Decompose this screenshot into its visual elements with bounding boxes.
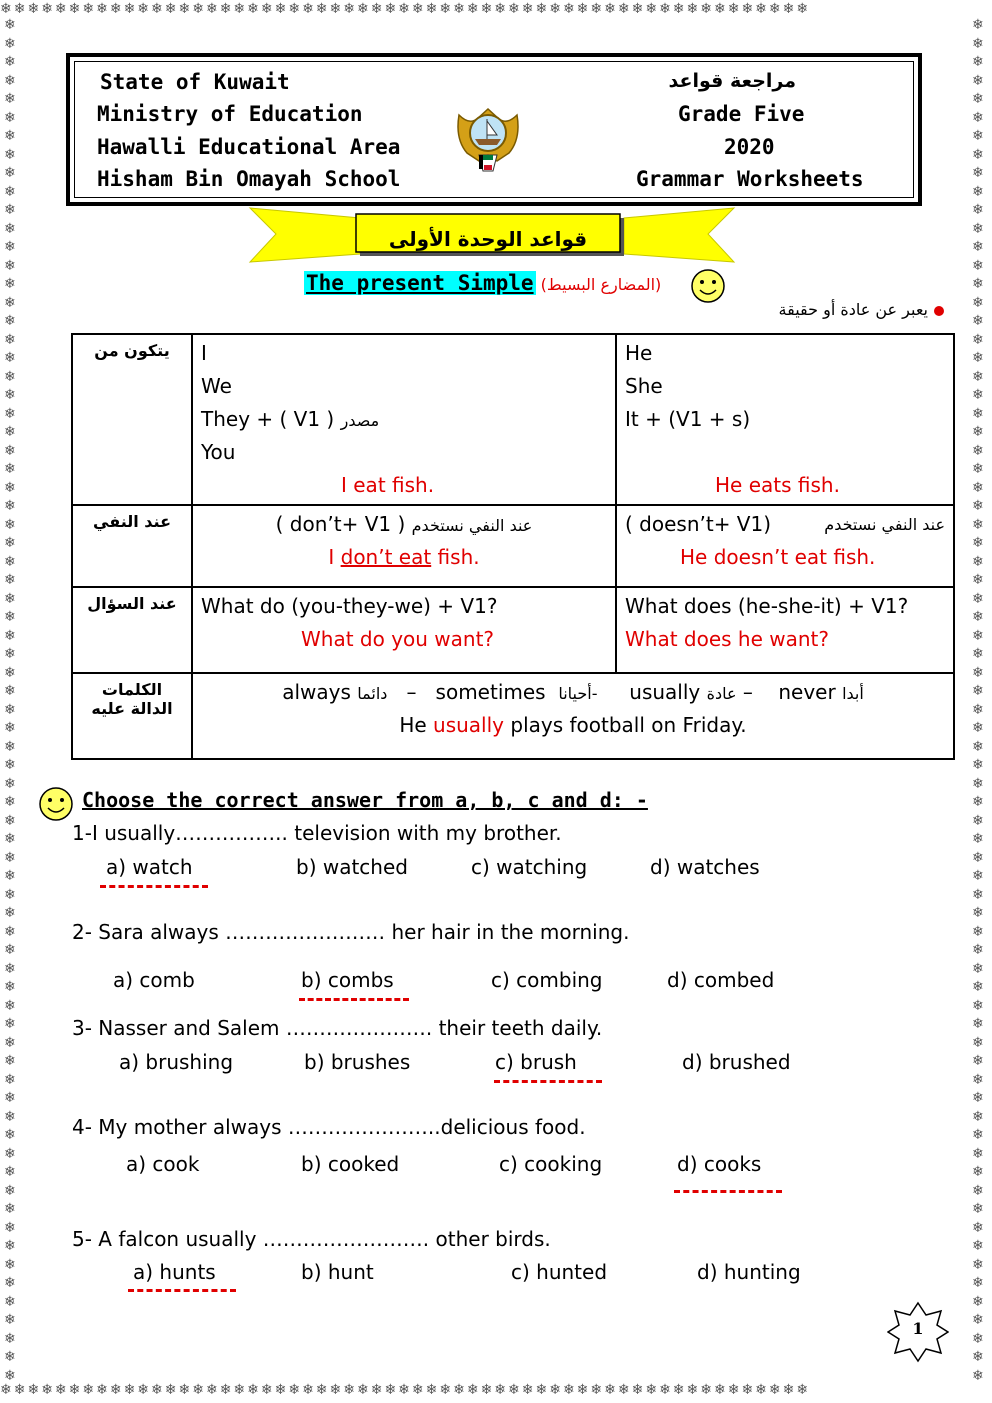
question-3: 3- Nasser and Salem …………………. their teeth daily. (72, 1016, 603, 1040)
kuwait-emblem-icon (453, 95, 523, 173)
bullet-icon (934, 306, 944, 316)
they-formula: They + ( V1 ) (201, 407, 335, 431)
q5-option-b[interactable]: b) hunt (301, 1260, 374, 1284)
page-number: 1 (912, 1319, 924, 1338)
answer-mark-q3 (494, 1080, 602, 1083)
q4-option-d[interactable]: d) cooks (677, 1152, 762, 1176)
signal-example: He usually plays football on Friday. (399, 713, 747, 737)
smiley-icon (690, 268, 726, 304)
q2-option-b[interactable]: b) combs (301, 968, 394, 992)
cell-signal-words (192, 673, 954, 759)
word-always: always (282, 680, 351, 704)
pronoun-he: He (625, 341, 653, 365)
negative-ar-2: عند النفي نستخدم (824, 515, 945, 534)
cell-negative-singular (616, 505, 954, 587)
q1-option-b[interactable]: b) watched (296, 855, 408, 879)
word-never: never (778, 680, 836, 704)
q3-option-a[interactable]: a) brushing (119, 1050, 234, 1074)
page-border-right: ❄❄❄❄❄❄❄❄❄❄❄❄❄❄❄❄❄❄❄❄❄❄❄❄❄❄❄❄❄❄❄❄❄❄❄❄❄❄❄❄❄❄❄❄❄❄❄❄❄❄❄❄❄❄❄❄❄❄❄❄❄❄❄❄❄❄❄❄❄❄❄❄❄❄ (972, 17, 986, 1384)
quiz-title: Choose the correct answer from a, b, c and d: - (82, 788, 648, 812)
q4-option-b[interactable]: b) cooked (301, 1152, 400, 1176)
smiley-icon-quiz (38, 786, 74, 822)
cell-form-singular (616, 334, 954, 505)
answer-mark-q4 (674, 1190, 782, 1193)
example-i-eat: I eat fish. (341, 473, 435, 497)
q2-option-a[interactable]: a) comb (113, 968, 195, 992)
q1-option-d[interactable]: d) watches (650, 855, 760, 879)
negative-form-dont: ( don’t+ V1 ) (275, 512, 406, 536)
q1-option-a[interactable]: a) watch (106, 855, 193, 879)
row-label-form: يتكون من (72, 334, 192, 505)
header-area: Hawalli Educational Area (97, 135, 401, 159)
infinitive-ar: مصدر (340, 411, 380, 430)
pronoun-we: We (201, 374, 232, 398)
cell-form-plural (192, 334, 616, 505)
grammar-table (71, 333, 955, 760)
q1-option-c[interactable]: c) watching (471, 855, 588, 879)
present-simple-arabic: (المضارع البسيط) (540, 275, 662, 294)
negative-ar-1: عند النفي نستخدم (411, 516, 533, 535)
row-label-signal-words: الكلمات الدالة عليه (72, 673, 192, 759)
header-review-ar: مراجعة قواعد (668, 70, 796, 92)
word-sometimes-ar: أحيانا- (558, 684, 598, 703)
word-never-ar: أبدا (842, 684, 864, 703)
answer-mark-q2 (299, 998, 409, 1001)
q5-option-c[interactable]: c) hunted (511, 1260, 608, 1284)
example-he-eats: He eats fish. (715, 473, 840, 497)
negative-form-doesnt: ( doesn’t+ V1) (625, 512, 772, 536)
present-simple-heading (304, 271, 661, 301)
word-usually: usually (629, 680, 701, 704)
unit-title: قواعد الوحدة الأولى (388, 227, 588, 251)
cell-question-singular (616, 587, 954, 673)
table-row-form (72, 334, 954, 505)
q3-option-d[interactable]: d) brushed (682, 1050, 791, 1074)
example-question-does: What does he want? (625, 627, 830, 651)
pronoun-i: I (201, 341, 207, 365)
q5-option-a[interactable]: a) hunts (133, 1260, 216, 1284)
question-4: 4- My mother always …………………..delicious food. (72, 1115, 586, 1139)
table-row-signal-words (72, 673, 954, 759)
q5-option-d[interactable]: d) hunting (697, 1260, 801, 1284)
pronoun-she: She (625, 374, 663, 398)
header-country: State of Kuwait (100, 70, 290, 94)
signal-words-list: always دائما – sometimes أحيانا- usually عادة – never أبدا (282, 680, 864, 704)
q3-option-c[interactable]: c) brush (495, 1050, 577, 1074)
q4-option-a[interactable]: a) cook (126, 1152, 200, 1176)
q2-option-c[interactable]: c) combing (491, 968, 603, 992)
word-sometimes: sometimes (435, 680, 546, 704)
present-simple-title: The present Simple (306, 271, 534, 295)
header-grade: Grade Five (678, 102, 805, 126)
header-year: 2020 (724, 135, 775, 159)
question-5: 5- A falcon usually ……………………. other birds. (72, 1227, 551, 1251)
row-label-negative: عند النفي (72, 505, 192, 587)
word-always-ar: دائما (357, 684, 388, 703)
table-row-negative (72, 505, 954, 587)
page-border-top: ❄❄❄❄❄❄❄❄❄❄❄❄❄❄❄❄❄❄❄❄❄❄❄❄❄❄❄❄❄❄❄❄❄❄❄❄❄❄❄❄❄❄❄❄❄❄❄❄❄❄❄❄❄❄❄❄❄❄❄ (0, 2, 811, 17)
word-usually-ar: عادة (706, 684, 737, 703)
q3-option-b[interactable]: b) brushes (304, 1050, 411, 1074)
it-formula: It + (V1 + s) (625, 407, 751, 431)
question-2: 2- Sara always …………………… her hair in the morning. (72, 920, 630, 944)
cell-question-plural (192, 587, 616, 673)
header-ministry: Ministry of Education (97, 102, 363, 126)
question-1: 1-I usually…………….. television with my brother. (72, 821, 562, 845)
question-form-do: What do (you-they-we) + V1? (201, 594, 498, 618)
pronoun-you: You (201, 440, 236, 464)
header-school: Hisham Bin Omayah School (97, 167, 401, 191)
q2-option-d[interactable]: d) combed (667, 968, 775, 992)
usage-rule (779, 300, 944, 319)
q4-option-c[interactable]: c) cooking (499, 1152, 603, 1176)
cell-negative-plural (192, 505, 616, 587)
example-negative-i: I don’t eat fish. (328, 545, 480, 569)
answer-mark-q1 (100, 885, 208, 888)
pronoun-they-line (201, 403, 607, 436)
row-label-question: عند السؤال (72, 587, 192, 673)
table-row-question (72, 587, 954, 673)
page-border-left: ❄❄❄❄❄❄❄❄❄❄❄❄❄❄❄❄❄❄❄❄❄❄❄❄❄❄❄❄❄❄❄❄❄❄❄❄❄❄❄❄❄❄❄❄❄❄❄❄❄❄❄❄❄❄❄❄❄❄❄❄❄❄❄❄❄❄❄❄❄❄❄❄❄❄ (4, 17, 18, 1384)
example-negative-he: He doesn’t eat fish. (680, 545, 876, 569)
answer-mark-q5 (128, 1289, 236, 1292)
usage-rule-text: يعبر عن عادة أو حقيقة (778, 300, 928, 319)
example-question-do: What do you want? (301, 627, 495, 651)
header-worksheets: Grammar Worksheets (636, 167, 864, 191)
question-form-does: What does (he-she-it) + V1? (625, 594, 909, 618)
page-border-bottom: ❄❄❄❄❄❄❄❄❄❄❄❄❄❄❄❄❄❄❄❄❄❄❄❄❄❄❄❄❄❄❄❄❄❄❄❄❄❄❄❄❄❄❄❄❄❄❄❄❄❄❄❄❄❄❄❄❄❄❄ (0, 1383, 811, 1398)
